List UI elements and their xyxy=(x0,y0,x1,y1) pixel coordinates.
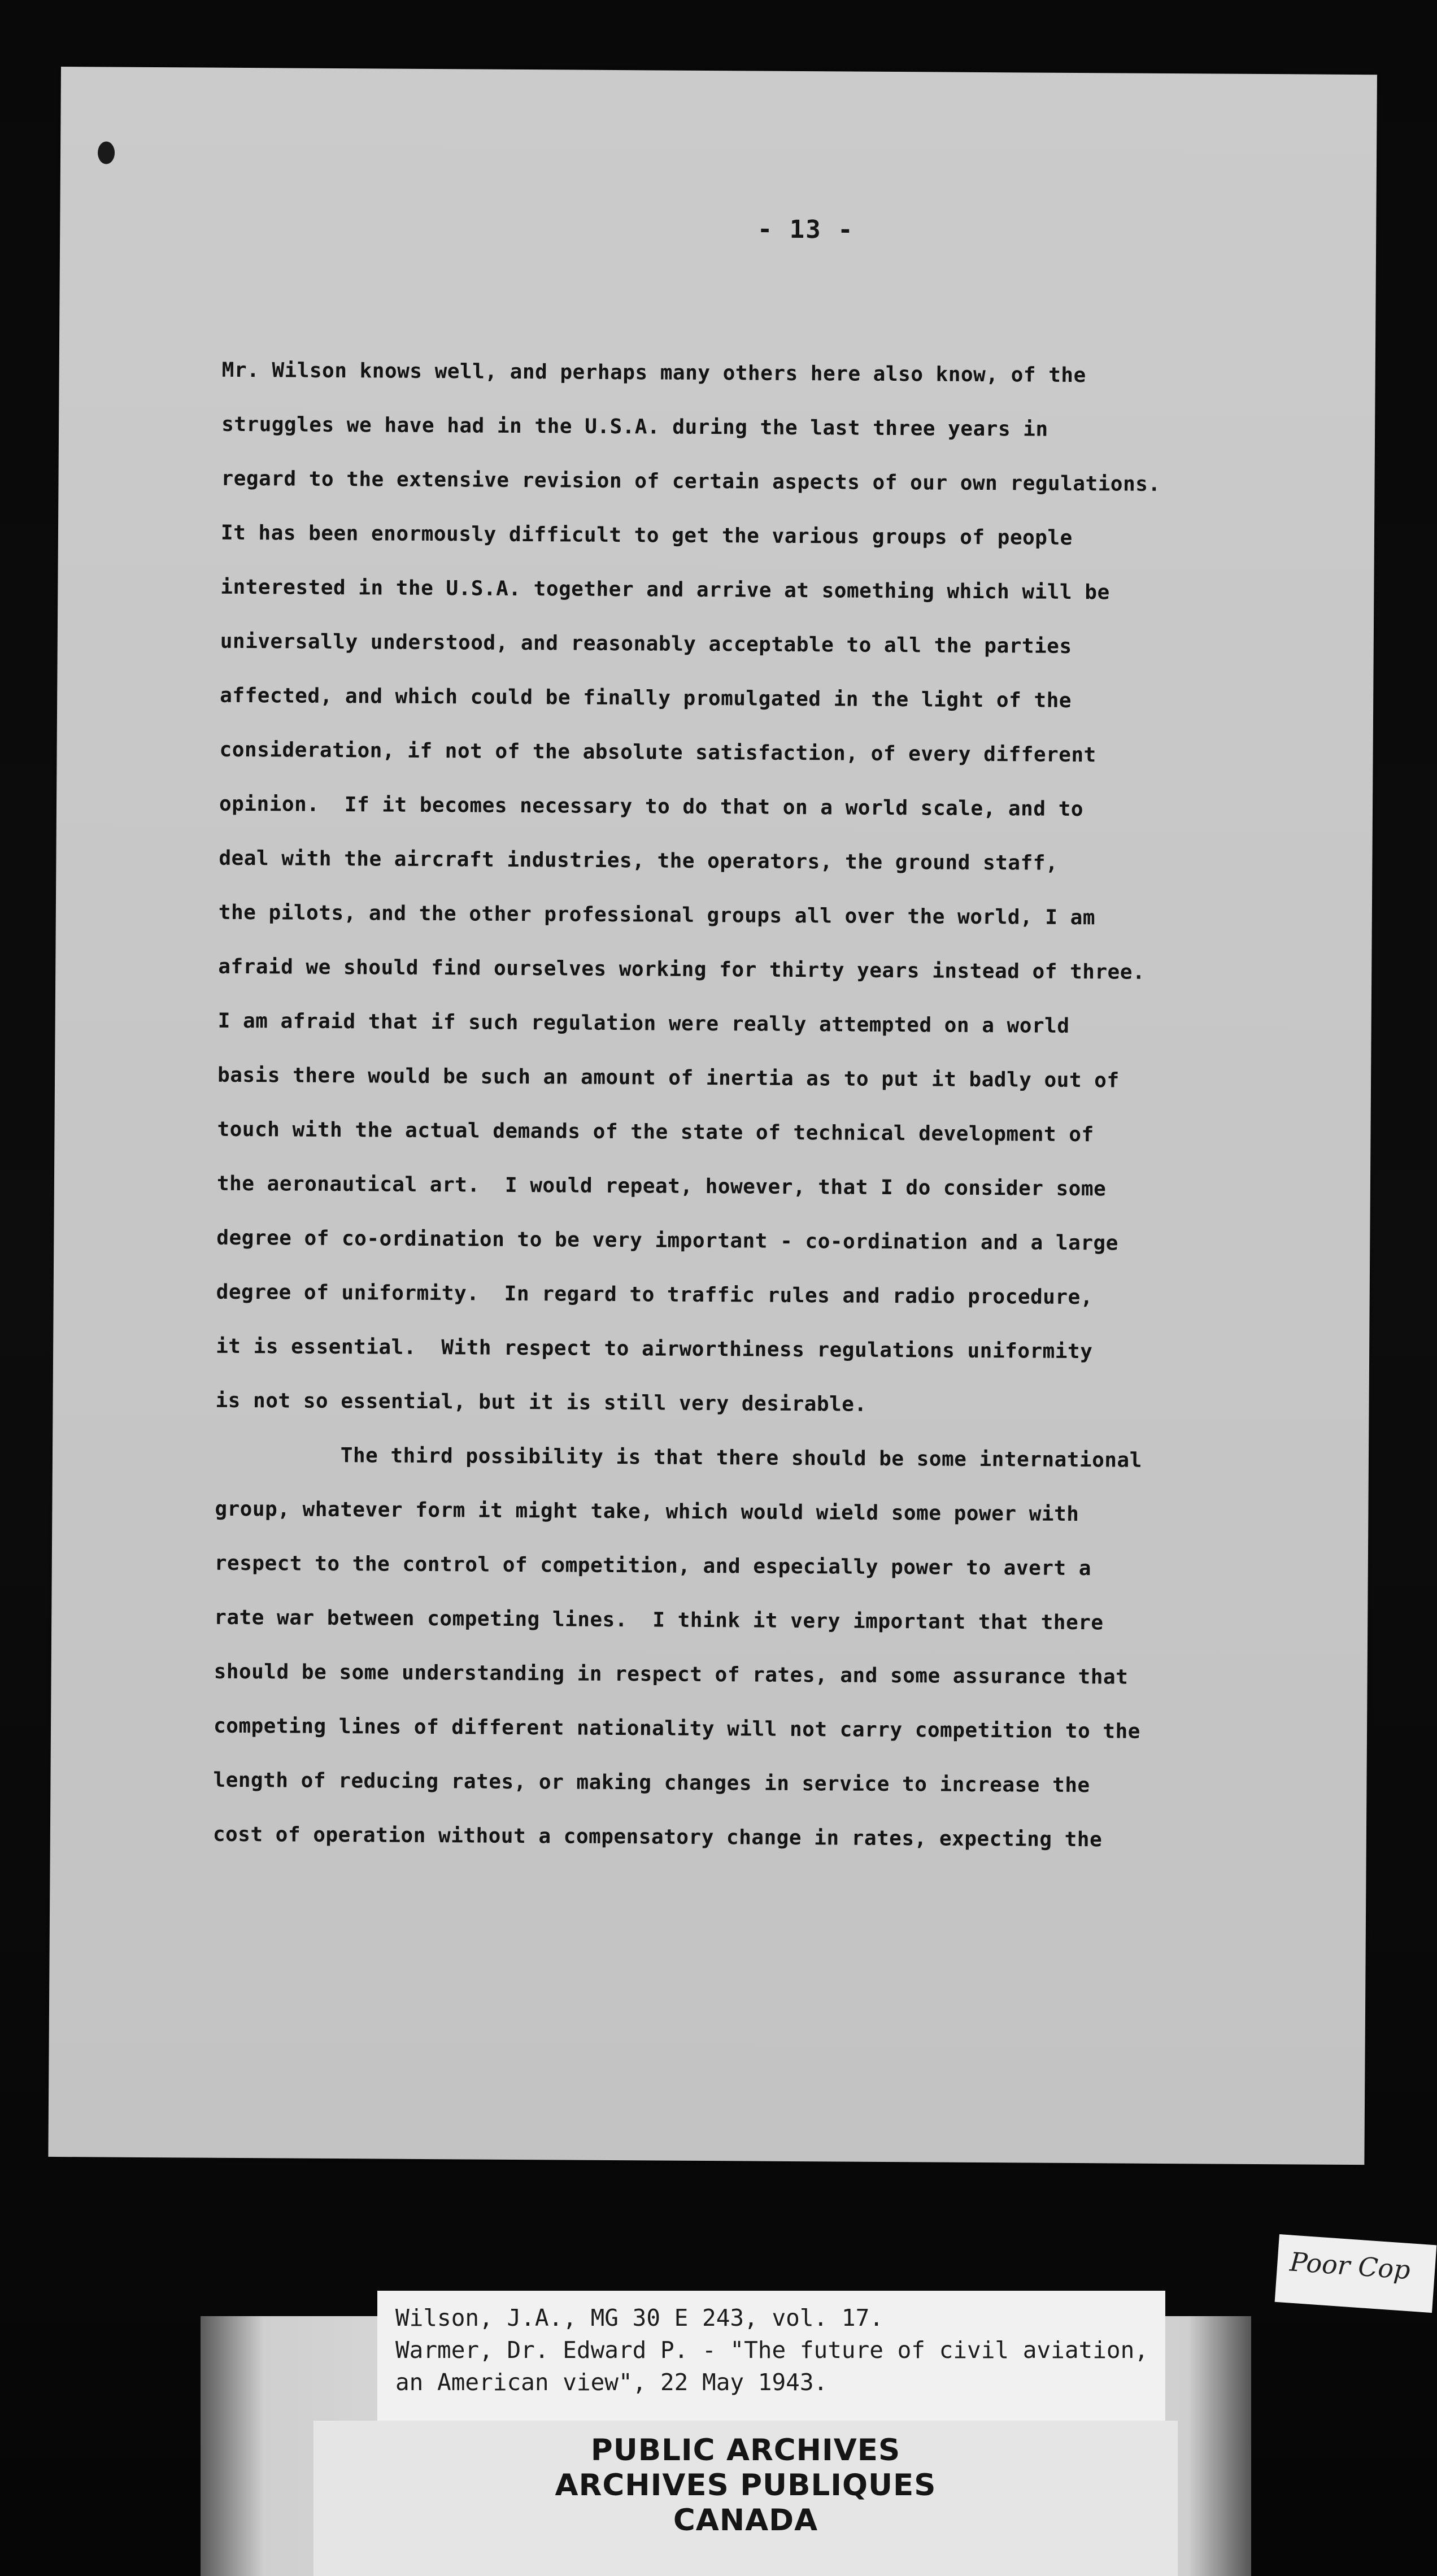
text-line: length of reducing rates, or making changes in service to increase the xyxy=(213,1768,1090,1798)
page-number: - 13 - xyxy=(757,215,854,245)
text-line: basis there would be such an amount of inertia as to put it badly out of xyxy=(217,1063,1120,1093)
catalog-label-line: Warmer, Dr. Edward P. - "The future of civil aviation, xyxy=(395,2336,1148,2364)
text-line: the aeronautical art. I would repeat, however, that I do consider some xyxy=(216,1172,1107,1201)
text-line: consideration, if not of the absolute satisfaction, of every different xyxy=(219,738,1096,767)
archives-stamp xyxy=(313,2421,1178,2576)
text-line: degree of co-ordination to be very important - co-ordination and a large xyxy=(216,1226,1118,1255)
text-line: regard to the extensive revision of certain aspects of our own regulations. xyxy=(221,467,1161,496)
text-line: degree of uniformity. In regard to traffic rules and radio procedure, xyxy=(216,1280,1094,1309)
typewritten-page xyxy=(48,67,1377,2165)
text-line: cost of operation without a compensatory change in rates, expecting the xyxy=(212,1822,1103,1852)
body-text xyxy=(213,343,1374,1869)
text-line: group, whatever form it might take, which would wield some power with xyxy=(215,1497,1079,1526)
catalog-label-line: Wilson, J.A., MG 30 E 243, vol. 17. xyxy=(395,2304,883,2331)
archives-stamp-line: ARCHIVES PUBLIQUES xyxy=(555,2468,937,2503)
text-line: struggles we have had in the U.S.A. during the last three years in xyxy=(221,412,1048,441)
catalog-label xyxy=(377,2291,1165,2429)
text-line: touch with the actual demands of the state of technical development of xyxy=(217,1117,1094,1147)
text-line: is not so essential, but it is still very desirable. xyxy=(215,1389,867,1416)
text-line: The third possibility is that there should be some international xyxy=(215,1443,1142,1472)
handwritten-note-text: Poor Cop xyxy=(1288,2246,1412,2286)
text-line: respect to the control of competition, and especially power to avert a xyxy=(214,1551,1092,1581)
text-line: afraid we should find ourselves working for thirty years instead of three. xyxy=(218,955,1146,984)
text-line: should be some understanding in respect of rates, and some assurance that xyxy=(214,1660,1129,1689)
text-line: interested in the U.S.A. together and arrive at something which will be xyxy=(220,575,1110,604)
text-line: deal with the aircraft industries, the operators, the ground staff, xyxy=(219,846,1059,875)
archives-stamp-line: PUBLIC ARCHIVES xyxy=(590,2433,901,2468)
punch-hole-mark xyxy=(98,141,115,164)
text-line: competing lines of different nationality will not carry competition to the xyxy=(213,1714,1141,1743)
archives-stamp-line: CANADA xyxy=(673,2503,818,2538)
text-line: rate war between competing lines. I think it very important that there xyxy=(214,1605,1104,1635)
handwritten-note xyxy=(1275,2234,1437,2313)
catalog-label-line: an American view", 22 May 1943. xyxy=(395,2369,828,2396)
text-line: universally understood, and reasonably acceptable to all the parties xyxy=(220,629,1072,658)
text-line: the pilots, and the other professional groups all over the world, I am xyxy=(218,900,1096,930)
text-line: I am afraid that if such regulation were really attempted on a world xyxy=(217,1009,1070,1038)
text-line: It has been enormously difficult to get the various groups of people xyxy=(220,521,1073,550)
text-line: it is essential. With respect to airworthiness regulations uniformity xyxy=(216,1334,1093,1364)
text-line: opinion. If it becomes necessary to do that on a world scale, and to xyxy=(219,792,1084,821)
text-line: affected, and which could be finally promulgated in the light of the xyxy=(220,684,1072,712)
text-line: Mr. Wilson knows well, and perhaps many others here also know, of the xyxy=(221,358,1086,388)
